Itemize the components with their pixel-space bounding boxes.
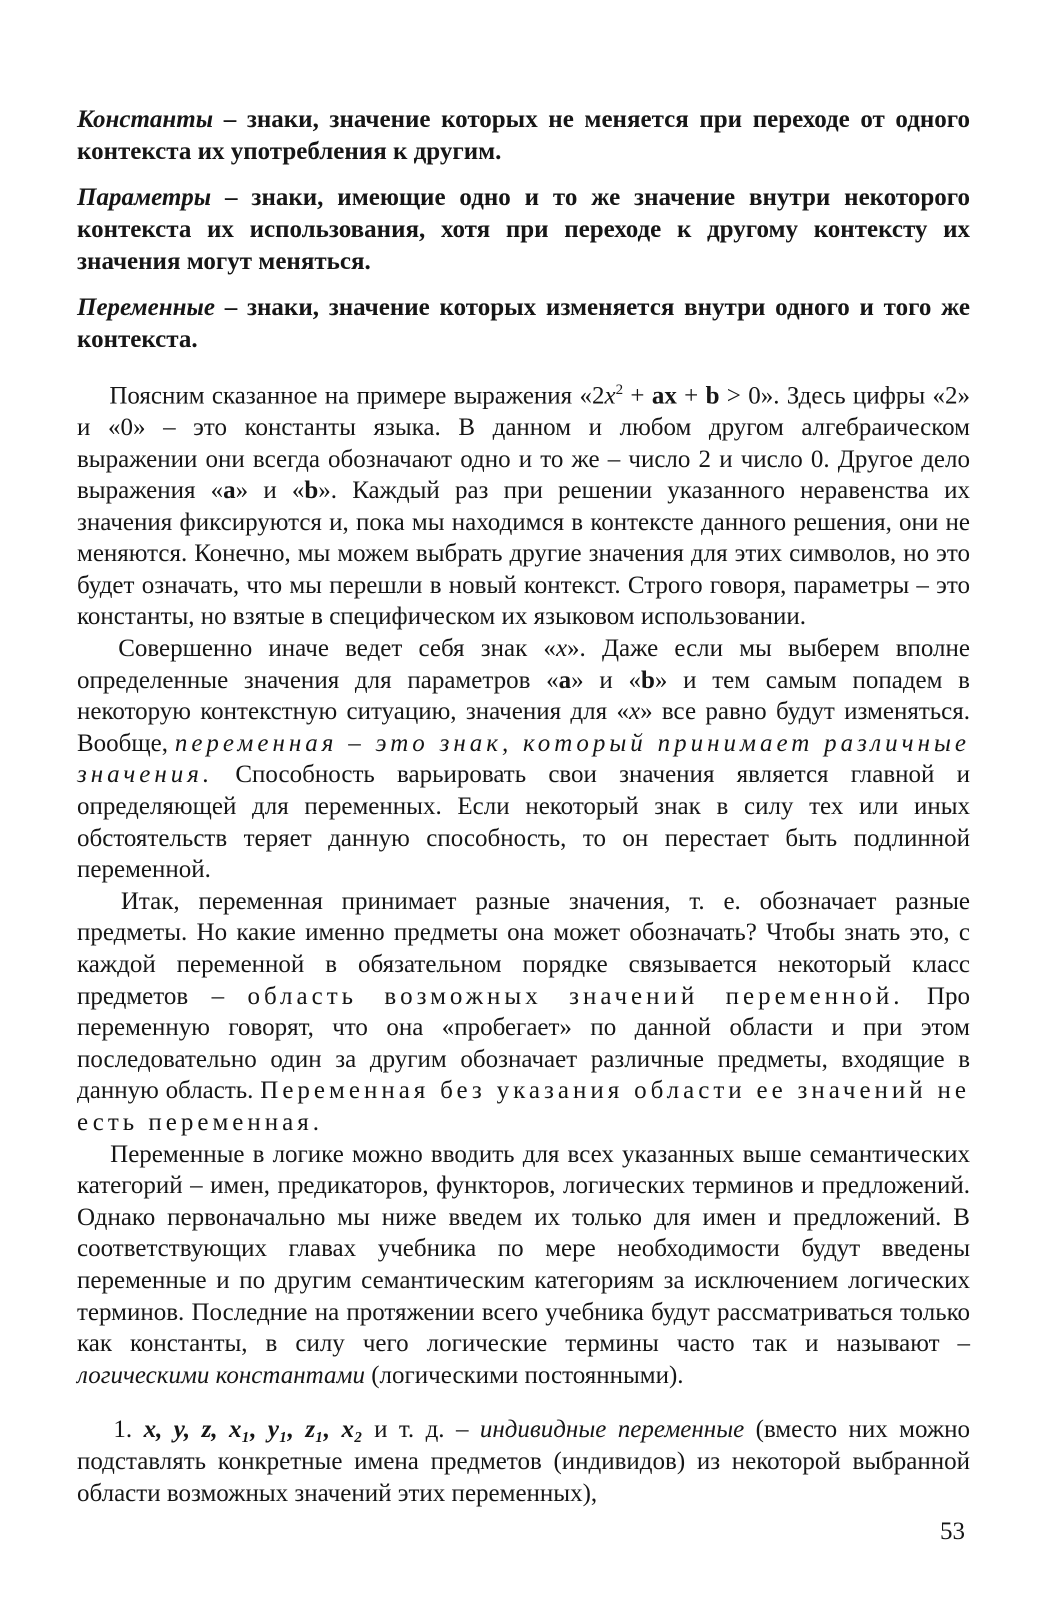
definition-variables [77, 292, 970, 356]
p4-text-a: Переменные в логике можно вводить для всех указанных выше семантических категорий – имен, предикаторов, функторов, логических терминов и предложений. Однако первоначально мы ниже введем их только для имен и предложений. В соответствующих главах учебника по мере необходимости будут введены переменные и по другим семантическим категориям за исключением логических терминов. Последние на протяжении всего учебника будут рассматриваться только как константы, в силу чего логические термины часто так и называют – [77, 1140, 970, 1358]
term-variables: Переменные [77, 294, 215, 321]
p1-text-b: + [623, 382, 652, 410]
paragraph-2 [77, 633, 970, 886]
list-item-1 [77, 1414, 970, 1510]
p2-text-h: » все равно будут изменяться. Вообще, [77, 698, 970, 757]
list-item-text-a: и т. д. – [362, 1416, 480, 1444]
definition-parameters [77, 182, 970, 278]
p3-text-a: Итак, переменная принимает разные значения, т. е. обозначает разные предметы. Но какие именно предметы она может обозначать? Чтобы знать это, с каждой переменной в обязательном порядке связывается некоторый класс предметов – [77, 887, 970, 1010]
definition-constants-text: – знаки, значение которых не меняется при переходе от одного контекста их употребления к другим. [77, 106, 970, 165]
p3-spaced-domain: область возможных значений переменной. [247, 982, 904, 1010]
list-item-italic-term: индивидные переменные [479, 1416, 745, 1444]
body-text [77, 375, 970, 1391]
p1-text-d: + [676, 382, 706, 410]
p1-text-a: Поясним сказанное на примере выражения «2 [109, 382, 605, 410]
p1-text-j: ». Каждый раз при решении указанного неравенства их значения фиксируются и, пока мы находимся в контексте данного решения, они не меняются. Конечно, мы можем выбрать другие значения для этих символов, но это будет означать, что мы перешли в новый контекст. Строго говоря, параметры – это константы, но взятые в специфическом их языковом использовании. [77, 477, 970, 631]
definition-variables-text: – знаки, значение которых изменяется внутри одного и того же контекста. [77, 294, 970, 353]
definition-parameters-text: – знаки, имеющие одно и то же значение внутри некоторого контекста их использования, хотя при переходе к другому контексту их значения могут меняться. [77, 184, 970, 275]
list-item-text-b: (вместо них можно подставлять конкретные имена предметов (индивидов) из некоторой выбранной области возможных значений этих переменных), [77, 1416, 970, 1508]
p2-text-a: Совершенно иначе ведет себя знак « [118, 635, 556, 663]
p2-spaced-definition: переменная – это знак, который принимает различные значения. [77, 729, 970, 789]
p2-param-b: b [640, 666, 655, 694]
p2-var-x-2: x [628, 698, 641, 726]
p3-text-b: Про переменную говорят, что она «пробегает» по данной области и при этом последовательно один за другим обозначает различные предметы, входящие в данную область. [77, 982, 970, 1105]
p1-term-b: b [705, 382, 720, 410]
p1-var-x: x [604, 382, 616, 410]
p1-param-a: a [223, 477, 236, 505]
p3-spaced-rule: Переменная без указания области ее значений не есть переменная. [77, 1077, 970, 1136]
term-constants: Константы [77, 106, 214, 133]
p2-text-b: ». Даже если мы выберем вполне определенные значения для параметров « [77, 635, 971, 694]
page-number: 53 [940, 1518, 965, 1545]
p2-param-a: a [558, 666, 572, 694]
list-item-variables: x, y, z, x₁, y₁, z₁, x₂ [143, 1416, 363, 1444]
p1-param-b: b [304, 477, 319, 505]
p4-text-b: (логическими постоянными). [364, 1361, 684, 1389]
p2-var-x: x [555, 635, 568, 663]
list-item-number: 1. [113, 1416, 144, 1444]
definition-constants [77, 104, 970, 168]
p1-text-f: > 0». Здесь цифры «2» и «0» – это константы языка. В данном и любом другом алгебраическом выражении они всегда обозначают одно и то же – число 2 и число 0. Другое дело выражения « [77, 382, 970, 505]
p1-text-h: » и « [235, 477, 305, 505]
p4-italic-logical-constants: логическими константами [77, 1361, 365, 1389]
term-parameters: Параметры [77, 184, 212, 211]
p2-text-i: Способность варьировать свои значения является главной и определяющей для переменных. Если некоторый знак в силу тех или иных обстоятельств теряет данную способность, то он перестает быть подлинной переменной. [77, 761, 970, 884]
p1-term-ax: ax [651, 382, 677, 410]
paragraph-3 [77, 886, 970, 1139]
p2-text-f: » и тем самым попадем в некоторую контекстную ситуацию, значения для « [77, 666, 970, 726]
paragraph-1 [77, 375, 970, 633]
paragraph-4 [77, 1139, 970, 1392]
text-column [77, 104, 970, 1510]
p2-text-d: » и « [571, 666, 641, 694]
p1-superscript: 2 [615, 382, 624, 398]
